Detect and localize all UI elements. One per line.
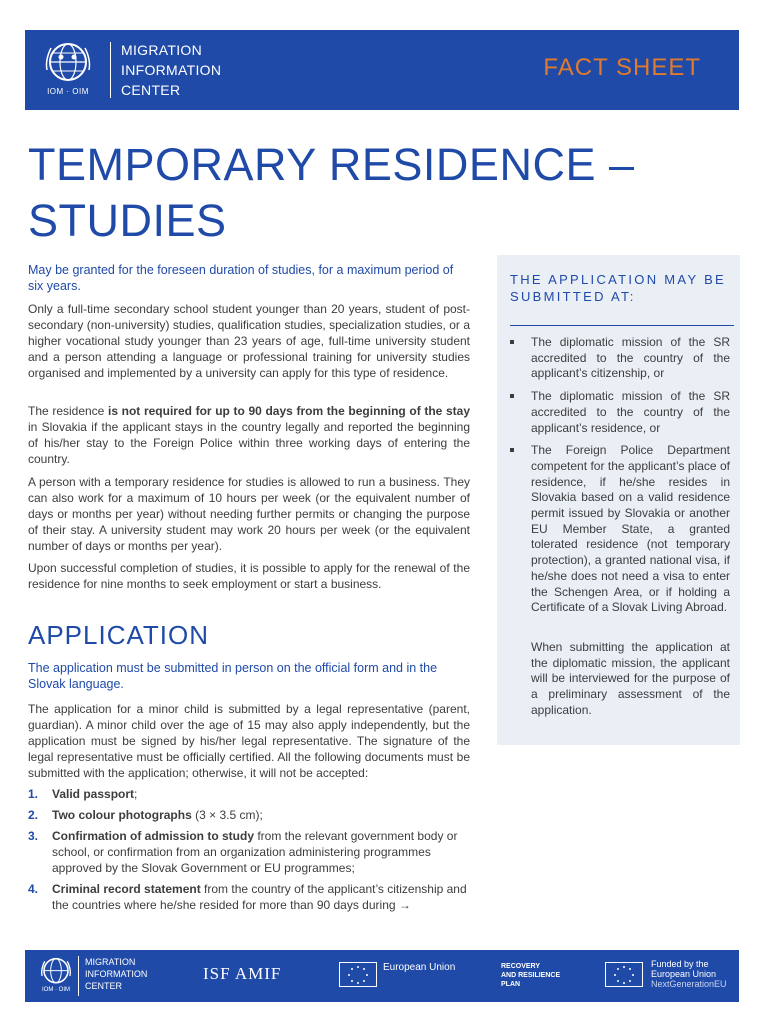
brand-line: MIGRATION <box>85 957 136 967</box>
sidebar-heading: THE APPLICATION MAY BE SUBMITTED AT: <box>510 272 727 304</box>
document-name: Confirmation of admission to study <box>52 829 255 843</box>
iom-globe-seal-icon <box>39 956 73 986</box>
list-item <box>510 443 730 616</box>
application-heading: APPLICATION <box>28 620 210 650</box>
eu-flag-icon <box>605 962 643 987</box>
sidebar-divider <box>510 325 734 326</box>
application-lead: The application must be submitted in person on the official form and in the Slovak language. <box>28 661 438 691</box>
application-paragraph: The application for a minor child is submitted by a legal representative (parent, guardian). A minor child over the age of 15 may also apply independently, but the application must be signed by his/her legal representative. The signature of the legal representative must be officially certified. All the following documents must be submitted with the application; otherwise, it will not be accepted: <box>28 702 470 780</box>
footer-logo-divider <box>78 956 79 996</box>
submission-sidebar <box>497 255 740 745</box>
list-number: 4. <box>28 882 39 896</box>
document-detail: ; <box>134 787 138 801</box>
logo-divider <box>110 42 111 98</box>
document-name: Criminal record statement <box>52 882 201 896</box>
eu-label: European Union <box>383 962 456 973</box>
iom-globe-seal-icon <box>43 40 93 85</box>
funded-line: European Union <box>651 969 717 979</box>
list-item <box>510 335 730 382</box>
document-type-label: FACT SHEET <box>543 54 701 81</box>
brand-line: CENTER <box>121 82 181 98</box>
eligibility-paragraph: Only a full-time secondary school student younger than 20 years, student of post-secondary (non-university) studies, qualification studies, specialization studies, or a higher vocational study younger than 23 years of age, full-time university student and a person attending a language or professional training for university studies organised and implemented by a university can apply for this type of residence. <box>28 302 470 380</box>
list-item <box>510 389 730 436</box>
document-detail: from the relevant government body or school, or confirmation from an organization administering programmes approved by the Slovak Government or EU programmes; <box>52 829 458 875</box>
funded-line: Funded by the <box>651 959 709 969</box>
recovery-plan-logo <box>501 962 560 989</box>
submission-places-list <box>510 335 730 623</box>
exemption-text-end: in Slovakia if the applicant stays in the country legally and reported the beginning of his/her stay to the Foreign Police within three working days of entering the country. <box>28 420 470 466</box>
footer-logo-caption: IOM · OIM <box>42 987 70 993</box>
next-generation-eu: NextGenerationEU <box>651 979 727 989</box>
required-documents-list <box>28 786 470 918</box>
list-item <box>28 786 470 802</box>
title-line: TEMPORARY RESIDENCE – <box>28 139 635 190</box>
exemption-highlight: is not required for up to 90 days from the beginning of the stay <box>108 404 470 418</box>
list-item-text: The Foreign Police Department competent for the applicant’s place of residence, if he/she resides in Slovakia based on a valid residence permit issued by Slovakia or another EU Member State, a granted tolerated residence (not temporary protection), a granted national visa, if he/she does not need a visa to enter the Schengen Area, or if holding a Certificate of a Slovak Living Abroad. <box>531 443 730 615</box>
list-item <box>28 828 470 876</box>
logo-caption: IOM · OIM <box>47 87 89 96</box>
list-number: 1. <box>28 787 39 801</box>
brand-line: CENTER <box>85 981 123 991</box>
work-rights-paragraph: A person with a temporary residence for studies is allowed to run a business. They can also work for a maximum of 10 hours per week (or the equivalent number of days or months per year) without needing further permits or changing the purpose of their stay. A university student may work 20 hours per week (or the equivalent number of days or months per year). <box>28 475 470 553</box>
document-name: Two colour photographs <box>52 808 192 822</box>
bullet-icon <box>510 340 514 344</box>
interview-note: When submitting the application at the diplomatic mission, the applicant will be interviewed for the purpose of a preliminary assessment of the application. <box>531 640 730 717</box>
brand-name <box>121 40 221 100</box>
eu-flag-icon <box>339 962 377 987</box>
rrp-line: AND RESILIENCE <box>501 972 561 979</box>
rrp-line: RECOVERY <box>501 963 541 970</box>
brand-line: INFORMATION <box>85 969 148 979</box>
isf-amif-logo: ISF AMIF <box>203 964 282 983</box>
exemption-paragraph <box>28 403 470 467</box>
list-item-text: The diplomatic mission of the SR accredited to the country of the applicant’s citizenship, or <box>531 335 730 381</box>
renewal-paragraph: Upon successful completion of studies, it is possible to apply for the renewal of the residence for nine months to seek employment or start a business. <box>28 561 470 591</box>
brand-line: INFORMATION <box>121 62 222 78</box>
header-band <box>25 30 739 110</box>
list-item <box>28 807 470 823</box>
bullet-icon <box>510 448 514 452</box>
document-detail: (3 × 3.5 cm); <box>191 808 263 822</box>
bullet-icon <box>510 394 514 398</box>
rrp-line: PLAN <box>501 981 521 988</box>
brand-line: MIGRATION <box>121 42 202 58</box>
document-detail: from the country of the applicant’s citizenship and the countries where he/she resided for more than 90 days during → <box>52 882 467 912</box>
footer-brand-name <box>85 956 147 992</box>
footer-band <box>25 950 739 1002</box>
intro-lead: May be granted for the foreseen duration of studies, for a maximum period of six years. <box>28 263 454 293</box>
list-number: 2. <box>28 808 39 822</box>
title-line: STUDIES <box>28 195 227 246</box>
document-name: Valid passport <box>52 787 135 801</box>
list-number: 3. <box>28 829 39 843</box>
exemption-text-start: The residence <box>28 404 108 418</box>
list-item <box>28 881 470 913</box>
page-title <box>28 137 635 249</box>
funded-by-eu-label <box>651 959 727 989</box>
list-item-text: The diplomatic mission of the SR accredited to the country of the applicant’s residence, or <box>531 389 730 435</box>
